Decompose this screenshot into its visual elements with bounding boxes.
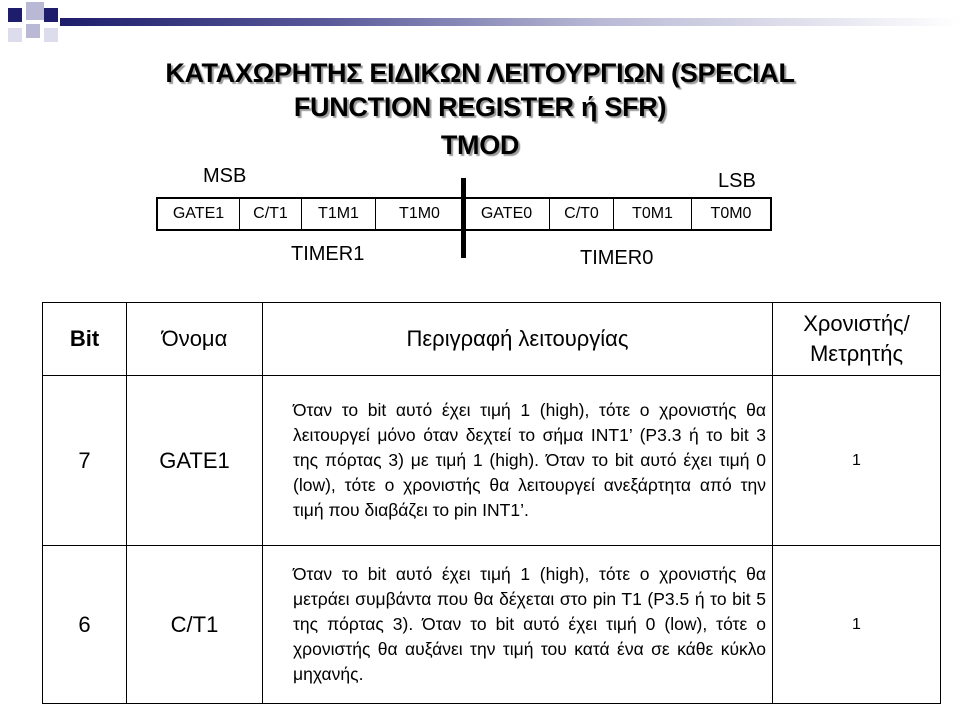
table-header-row: [43, 303, 941, 376]
timer-divider: [461, 178, 466, 258]
register-bit: C/T1: [240, 199, 302, 229]
deco-square: [44, 28, 58, 42]
deco-square: [44, 8, 58, 22]
title-line-2: FUNCTION REGISTER ή SFR): [293, 92, 667, 122]
header-timer-line2: Μετρητής: [809, 341, 904, 366]
row-description: Όταν το bit αυτό έχει τιμή 1 (high), τότε ο χρονιστής θα λειτουργεί μόνο όταν δεχτεί το σήμα INT1’ (P3.3 ή το bit 3 της πόρτας 3) με τιμή 1 (high). Όταν το bit αυτό έχει τιμή 0 (low), τότε ο χρονιστής θα λειτουργεί ανεξάρτητα από την τιμή που διαβάζει το pin INT1’.: [263, 376, 773, 546]
header-bit: Bit: [43, 303, 127, 376]
deco-square: [8, 28, 22, 42]
register-bit: T0M0: [710, 205, 752, 222]
deco-square: [26, 24, 40, 38]
register-bit: T1M0: [376, 199, 464, 229]
header-timer-line1: Χρονιστής/: [803, 311, 910, 336]
register-bit: GATE0: [464, 199, 550, 229]
deco-square: [26, 2, 44, 20]
row-name: GATE1: [127, 376, 263, 546]
title-line-1: ΚΑΤΑΧΩΡΗΤΗΣ ΕΙΔΙΚΩΝ ΛΕΙΤΟΥΡΓΙΩΝ (SPECIAL: [165, 58, 795, 88]
register-bit: T0M1: [614, 199, 692, 229]
register-bit: C/T0: [550, 199, 614, 229]
top-gradient-bar: [60, 18, 960, 26]
bit-description-table: [42, 302, 941, 704]
row-name: C/T1: [127, 546, 263, 704]
header-timer: [773, 303, 941, 376]
header-name: Όνομα: [127, 303, 263, 376]
table-row: [43, 376, 941, 546]
row-bit: 7: [43, 376, 127, 546]
table-row: [43, 546, 941, 704]
row-description: Όταν το bit αυτό έχει τιμή 1 (high), τότε ο χρονιστής θα μετράει συμβάντα που θα δέχεται στο pin T1 (P3.5 ή το bit 5 της πόρτας 3). Όταν το bit αυτό έχει τιμή 0 (low), τότε ο χρονιστής θα αυξάνει την τιμή του κατά ένα σε κάθε κύκλο μηχανής.: [263, 546, 773, 704]
header-description: Περιγραφή λειτουργίας: [263, 303, 773, 376]
timer0-label: TIMER0: [580, 247, 654, 269]
register-bit: GATE1: [158, 199, 240, 229]
msb-label: MSB: [203, 165, 247, 187]
row-bit: 6: [43, 546, 127, 704]
deco-square: [8, 8, 22, 22]
title-line-3: TMOD: [440, 130, 520, 160]
row-timer: 1: [773, 546, 941, 704]
register-bit: T1M1: [302, 199, 376, 229]
row-timer: 1: [773, 376, 941, 546]
lsb-label: LSB: [718, 170, 756, 192]
timer1-label: TIMER1: [291, 243, 365, 265]
